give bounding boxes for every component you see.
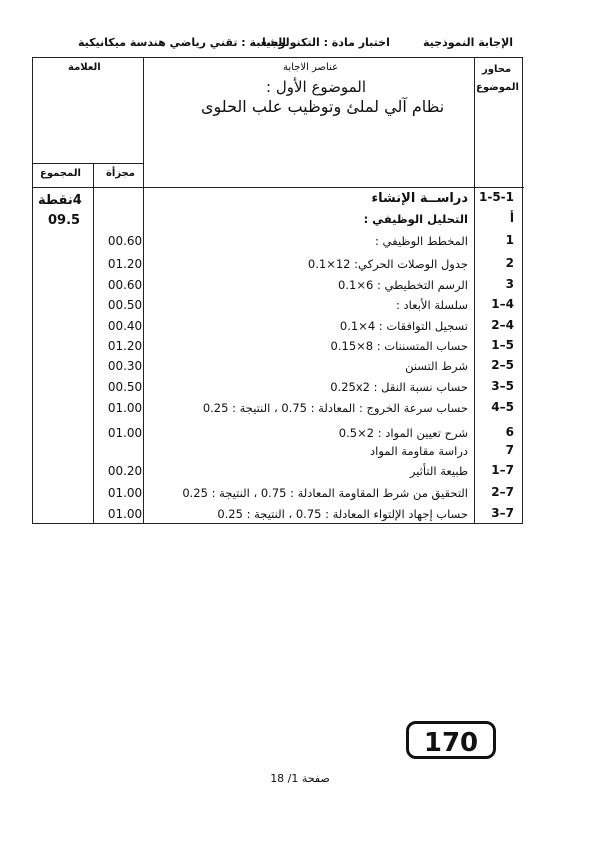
row-text: المخطط الوظيفي : xyxy=(375,234,468,248)
header-row-divider xyxy=(33,163,143,164)
row-number: 2 xyxy=(505,256,514,270)
row-text: دراسة مقاومة المواد xyxy=(370,444,468,458)
axes-header: محاور xyxy=(482,64,512,75)
row-number: 2–7 xyxy=(491,485,514,499)
row-number: 2–4 xyxy=(491,318,514,332)
header-exam-subject: اختبار مادة : التكنولوجيا xyxy=(262,36,390,49)
row-text: التحقيق من شرط المقاومة المعادلة : 0.75 ، النتيجة : 0.25 xyxy=(182,486,468,500)
row-score: 00.40 xyxy=(107,319,143,333)
page-footer: صفحة 1/ 18 xyxy=(270,772,330,785)
row-score: 01.20 xyxy=(107,257,143,271)
row-number: 4–5 xyxy=(491,400,514,414)
row-number: 1 xyxy=(505,233,514,247)
row-score: 00.60 xyxy=(107,234,143,248)
row-text: حساب سرعة الخروج : المعادلة : 0.75 ، النتيجة : 0.25 xyxy=(202,401,468,415)
header-bottom-divider xyxy=(33,187,524,188)
header-branch: الشعبة : تقني رياضي هندسة ميكانيكية xyxy=(78,36,286,49)
row-text: شرط التسنن xyxy=(405,359,468,373)
row-score: 00.50 xyxy=(107,298,143,312)
row-score: 01.20 xyxy=(107,339,143,353)
row-text: طبيعة التأثير xyxy=(409,464,468,478)
row-text: جدول الوصلات الحركي: 12×0.1 xyxy=(307,257,468,271)
row-score: 00.60 xyxy=(107,278,143,292)
row-number: 3 xyxy=(505,277,514,291)
row-text: دراســة الإنشاء xyxy=(371,191,468,206)
row-score: 00.20 xyxy=(107,464,143,478)
row-text: الرسم التخطيطي : 6×0.1 xyxy=(338,278,468,292)
row-text: تسجيل التوافقات : 4×0.1 xyxy=(339,319,468,333)
total-header: المجموع xyxy=(40,168,81,179)
topic-label: الموضوع الأول : xyxy=(266,78,367,96)
row-number: 2–5 xyxy=(491,358,514,372)
row-number: 1-5-1 xyxy=(478,190,514,204)
column-divider xyxy=(93,163,94,523)
row-score: 01.00 xyxy=(107,426,143,440)
row-text: التحليل الوظيفي : xyxy=(363,212,468,226)
row-number: 1–5 xyxy=(491,338,514,352)
partial-header: مجزأة xyxy=(106,168,135,179)
row-text: حساب نسبة النقل : 0.25x2 xyxy=(330,380,468,394)
row-score: 01.00 xyxy=(107,401,143,415)
header-model-answer: الإجابة النموذجية xyxy=(423,36,514,49)
total-points: 4نقطة xyxy=(38,193,82,208)
row-number: 3–5 xyxy=(491,379,514,393)
row-number: 1–7 xyxy=(491,463,514,477)
row-score: 00.50 xyxy=(107,380,143,394)
row-text: حساب إجهاد الإلتواء المعادلة : 0.75 ، النتيجة : 0.25 xyxy=(217,507,468,521)
grade-header: العلامة xyxy=(68,62,101,73)
topic-title: نظام آلي لملئ وتوظيب علب الحلوى xyxy=(201,97,445,116)
page-badge: 170 xyxy=(406,721,496,759)
row-text: حساب المتسننات : 8×0.15 xyxy=(330,339,468,353)
row-score: 01.00 xyxy=(107,507,143,521)
row-score: 01.00 xyxy=(107,486,143,500)
answer-elements-header: عناصر الاجابة xyxy=(283,62,339,73)
total-value: 09.5 xyxy=(48,213,81,228)
axes-header-2: الموضوع xyxy=(476,82,519,93)
row-score: 00.30 xyxy=(107,359,143,373)
row-number: 3–7 xyxy=(491,506,514,520)
row-text: شرح تعيين المواد : 2×0.5 xyxy=(338,426,468,440)
row-number: 1–4 xyxy=(491,297,514,311)
row-number: 7 xyxy=(505,443,514,457)
row-number: أ xyxy=(509,211,514,225)
row-text: سلسلة الأبعاد : xyxy=(396,298,468,312)
row-number: 6 xyxy=(505,425,514,439)
